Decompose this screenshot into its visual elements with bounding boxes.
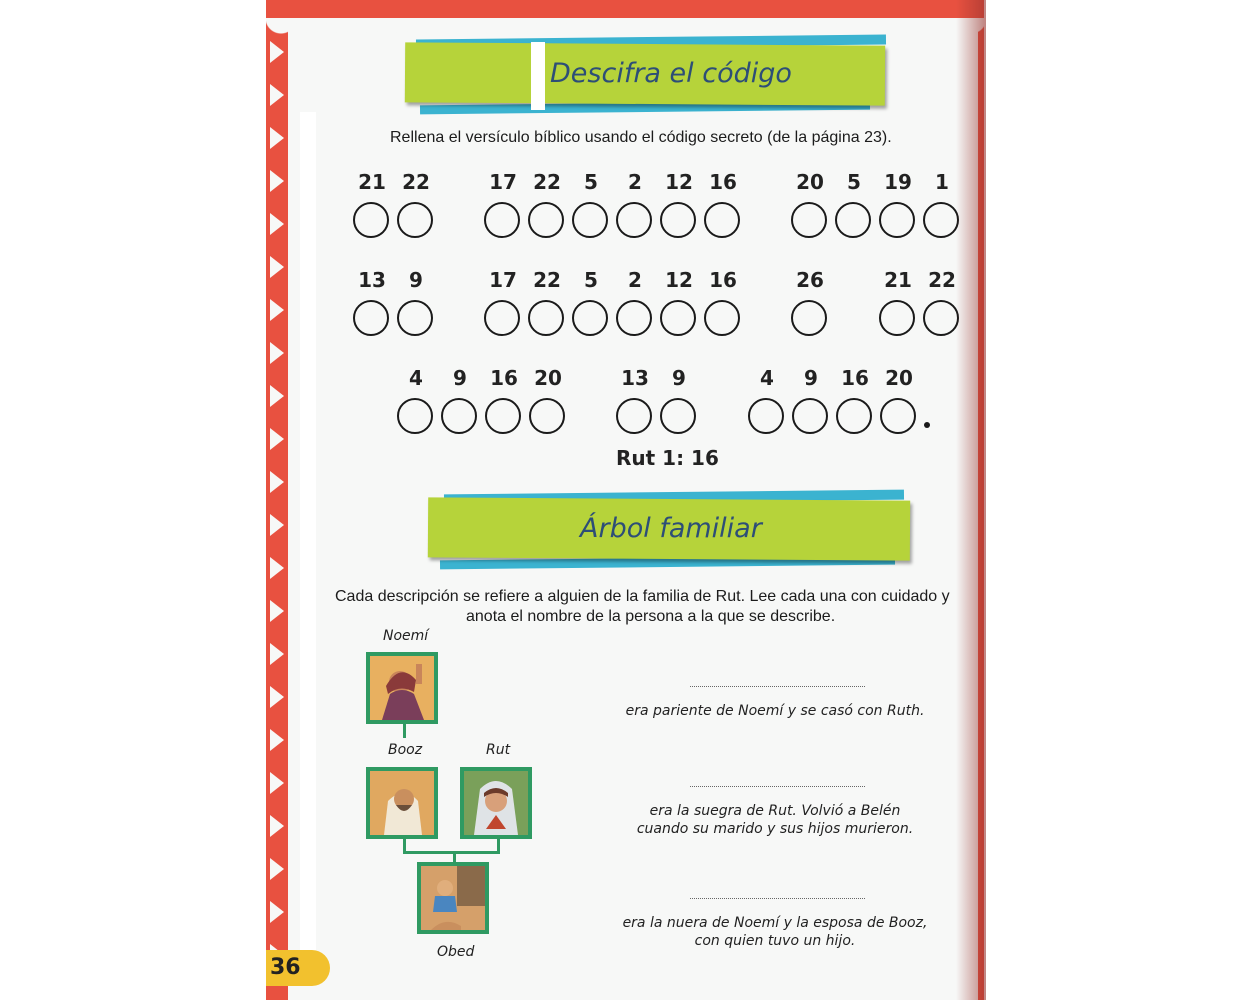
section-title-tree: Árbol familiar [580,513,762,544]
code-number: 22 [928,268,956,292]
answer-circle[interactable] [484,202,520,238]
answer-circle[interactable] [397,202,433,238]
code-number: 5 [584,170,598,194]
code-number: 20 [885,366,913,390]
code-number: 21 [884,268,912,292]
description-2: era la suegra de Rut. Volvió a Belén cuando su marido y sus hijos murieron. [636,803,914,837]
answer-circle[interactable] [485,398,521,434]
answer-line[interactable] [690,686,865,687]
code-number: 17 [489,268,517,292]
name-noemi: Noemí [383,628,429,644]
code-number: 21 [358,170,386,194]
code-number: 4 [409,366,423,390]
page-number: 36 [270,955,301,980]
code-number: 13 [358,268,386,292]
answer-circle[interactable] [484,300,520,336]
page-curl-shadow [956,0,986,1000]
answer-line[interactable] [690,786,865,787]
code-number: 12 [665,268,693,292]
code-number: 19 [884,170,912,194]
code-number: 9 [804,366,818,390]
period-dot [924,422,930,428]
answer-circle[interactable] [616,300,652,336]
tree-instruction-line1: Cada descripción se refiere a alguien de la familia de Rut. Lee cada una con cuidado y [335,588,950,605]
answer-circle[interactable] [572,300,608,336]
name-booz: Booz [388,742,423,758]
triangle-left-border [266,30,288,990]
answer-circle[interactable] [880,398,916,434]
code-number: 20 [534,366,562,390]
code-number: 22 [533,170,561,194]
answer-circle[interactable] [353,300,389,336]
answer-circle[interactable] [923,202,959,238]
code-number: 16 [841,366,869,390]
code-number: 17 [489,170,517,194]
answer-circle[interactable] [353,202,389,238]
code-number: 5 [584,268,598,292]
section-title-code: Descifra el código [550,58,792,89]
answer-circle[interactable] [704,202,740,238]
scan-strip [300,112,316,960]
code-number: 4 [760,366,774,390]
code-number: 9 [672,366,686,390]
portrait-obed [417,862,489,934]
tree-instruction-line2: anota el nombre de la persona a la que se describe. [466,608,836,625]
answer-circle[interactable] [704,300,740,336]
answer-circle[interactable] [879,300,915,336]
code-number: 5 [847,170,861,194]
code-number: 22 [533,268,561,292]
code-number: 9 [409,268,423,292]
code-number: 26 [796,268,824,292]
code-number: 16 [490,366,518,390]
code-number: 12 [665,170,693,194]
answer-circle[interactable] [397,300,433,336]
answer-circle[interactable] [836,398,872,434]
tree-line [403,724,406,738]
answer-circle[interactable] [529,398,565,434]
page-number-tab [266,950,330,986]
answer-circle[interactable] [572,202,608,238]
code-instruction: Rellena el versículo bíblico usando el código secreto (de la página 23). [390,129,892,146]
description-3: era la nuera de Noemí y la esposa de Booz, con quien tuvo un hijo. [622,915,928,949]
description-1: era pariente de Noemí y se casó con Ruth. [625,703,925,719]
answer-circle[interactable] [660,202,696,238]
name-obed: Obed [437,944,475,960]
portrait-rut [460,767,532,839]
code-number: 9 [453,366,467,390]
code-number: 16 [709,170,737,194]
answer-line[interactable] [690,898,865,899]
code-number: 2 [628,170,642,194]
answer-circle[interactable] [441,398,477,434]
code-number: 16 [709,268,737,292]
answer-circle[interactable] [660,300,696,336]
answer-circle[interactable] [791,202,827,238]
verse-reference: Rut 1: 16 [616,446,719,470]
answer-circle[interactable] [835,202,871,238]
code-number: 20 [796,170,824,194]
code-number: 2 [628,268,642,292]
answer-circle[interactable] [791,300,827,336]
code-number: 13 [621,366,649,390]
answer-circle[interactable] [748,398,784,434]
answer-circle[interactable] [616,398,652,434]
answer-circle[interactable] [792,398,828,434]
answer-circle[interactable] [528,300,564,336]
answer-circle[interactable] [616,202,652,238]
answer-circle[interactable] [660,398,696,434]
code-number: 22 [402,170,430,194]
tree-line [403,851,500,854]
answer-circle[interactable] [923,300,959,336]
answer-circle[interactable] [528,202,564,238]
answer-circle[interactable] [879,202,915,238]
code-number: 1 [935,170,949,194]
answer-circle[interactable] [397,398,433,434]
portrait-booz [366,767,438,839]
portrait-noemi [366,652,438,724]
name-rut: Rut [486,742,511,758]
